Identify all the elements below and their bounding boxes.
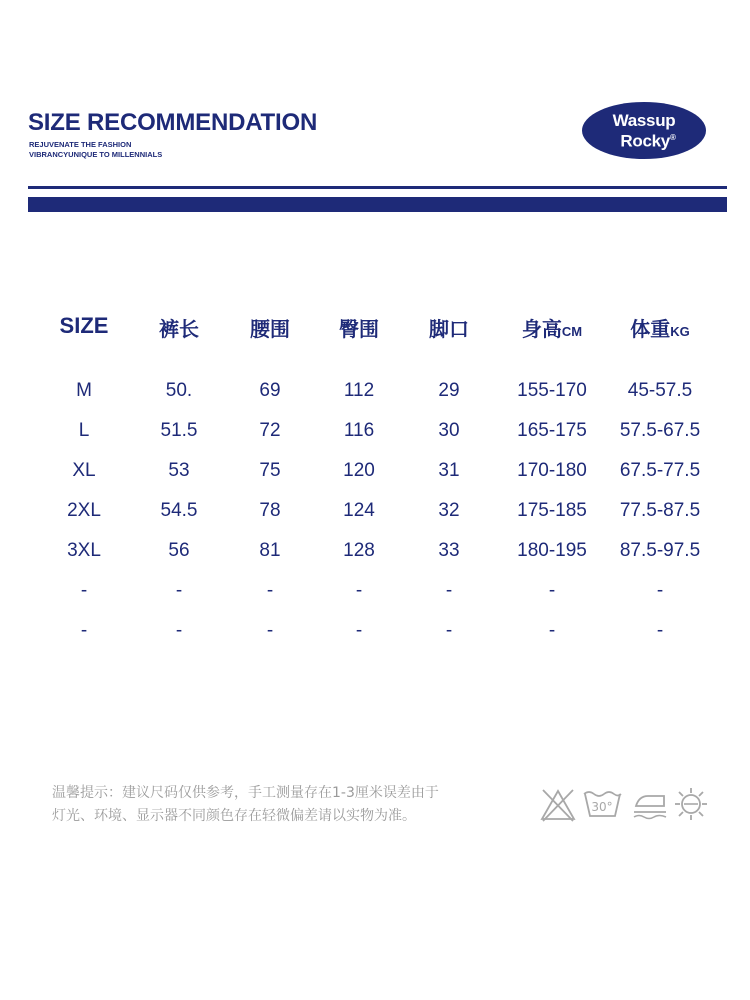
table-cell-size: M bbox=[76, 380, 92, 401]
table-cell-weight: 87.5-97.5 bbox=[619, 540, 701, 561]
logo-word-2: Rocky® bbox=[620, 131, 676, 151]
page-title: SIZE RECOMMENDATION bbox=[28, 109, 318, 136]
table-cell-size: - bbox=[80, 580, 88, 601]
table-cell-hem: - bbox=[445, 620, 453, 641]
table-cell-length: 56 bbox=[168, 540, 190, 561]
table-cell-hip: 128 bbox=[343, 540, 375, 561]
table-cell-waist: - bbox=[266, 580, 274, 601]
table-cell-size: 2XL bbox=[67, 500, 101, 521]
table-cell-height: - bbox=[548, 580, 556, 601]
table-cell-height: 175-185 bbox=[517, 500, 587, 521]
no-bleach-icon bbox=[538, 784, 578, 824]
table-cell-size: L bbox=[78, 420, 90, 441]
table-cell-waist: - bbox=[266, 620, 274, 641]
column-header-length: 裤长 bbox=[159, 319, 199, 341]
column-header-hem: 脚口 bbox=[429, 319, 469, 341]
table-cell-hem: 32 bbox=[438, 500, 460, 521]
table-cell-height: 165-175 bbox=[517, 420, 587, 441]
notice-line-1: 温馨提示：建议尺码仅供参考，手工测量存在1-3厘米误差由于 bbox=[52, 785, 439, 801]
table-cell-length: 51.5 bbox=[160, 420, 198, 441]
table-cell-waist: 78 bbox=[259, 500, 281, 521]
table-cell-length: 50. bbox=[165, 380, 193, 401]
table-cell-size: XL bbox=[72, 460, 96, 481]
table-cell-length: 54.5 bbox=[160, 500, 198, 521]
table-cell-hem: 31 bbox=[438, 460, 460, 481]
table-cell-weight: - bbox=[656, 620, 664, 641]
divider-thick bbox=[28, 197, 727, 212]
column-header-size: SIZE bbox=[59, 313, 109, 338]
table-cell-length: 53 bbox=[168, 460, 190, 481]
notice-line-2: 灯光、环境、显示器不同颜色存在轻微偏差请以实物为准。 bbox=[52, 808, 416, 824]
column-header-hip: 臀围 bbox=[339, 319, 379, 341]
logo-word-1: Wassup bbox=[612, 110, 676, 130]
table-cell-hem: - bbox=[445, 580, 453, 601]
table-cell-size: - bbox=[80, 620, 88, 641]
dry-in-shade-icon bbox=[671, 784, 711, 824]
wash-temperature-label: 30° bbox=[591, 800, 613, 814]
table-cell-hip: - bbox=[355, 620, 363, 641]
table-cell-height: 170-180 bbox=[517, 460, 587, 481]
column-header-weight: 体重KG bbox=[630, 319, 690, 341]
table-cell-length: - bbox=[175, 620, 183, 641]
table-cell-waist: 81 bbox=[259, 540, 281, 561]
table-cell-waist: 72 bbox=[259, 420, 281, 441]
column-header-height: 身高CM bbox=[521, 319, 583, 341]
table-cell-weight: 77.5-87.5 bbox=[619, 500, 701, 521]
table-cell-height: - bbox=[548, 620, 556, 641]
table-cell-size: 3XL bbox=[67, 540, 101, 561]
brand-logo bbox=[582, 102, 706, 159]
table-cell-hem: 33 bbox=[438, 540, 460, 561]
table-cell-height: 180-195 bbox=[517, 540, 587, 561]
table-cell-weight: - bbox=[656, 580, 664, 601]
table-cell-hip: - bbox=[355, 580, 363, 601]
subtitle-line-1: REJUVENATE THE FASHION bbox=[29, 140, 132, 149]
divider-thin bbox=[28, 186, 727, 189]
table-cell-height: 155-170 bbox=[517, 380, 587, 401]
table-cell-waist: 75 bbox=[259, 460, 281, 481]
subtitle-line-2: VIBRANCYUNIQUE TO MILLENNIALS bbox=[29, 150, 163, 159]
iron-low-icon bbox=[630, 784, 670, 824]
table-cell-hip: 112 bbox=[343, 380, 375, 401]
table-cell-hem: 30 bbox=[438, 420, 460, 441]
column-header-waist: 腰围 bbox=[250, 319, 290, 341]
table-cell-hem: 29 bbox=[438, 380, 460, 401]
table-cell-weight: 57.5-67.5 bbox=[619, 420, 701, 441]
table-cell-hip: 124 bbox=[343, 500, 375, 521]
table-cell-weight: 67.5-77.5 bbox=[619, 460, 701, 481]
measurement-notice bbox=[52, 782, 492, 828]
table-cell-weight: 45-57.5 bbox=[627, 380, 693, 401]
table-cell-length: - bbox=[175, 580, 183, 601]
table-cell-waist: 69 bbox=[259, 380, 281, 401]
table-cell-hip: 116 bbox=[343, 420, 375, 441]
wash-30-icon bbox=[582, 784, 622, 824]
table-cell-hip: 120 bbox=[343, 460, 375, 481]
